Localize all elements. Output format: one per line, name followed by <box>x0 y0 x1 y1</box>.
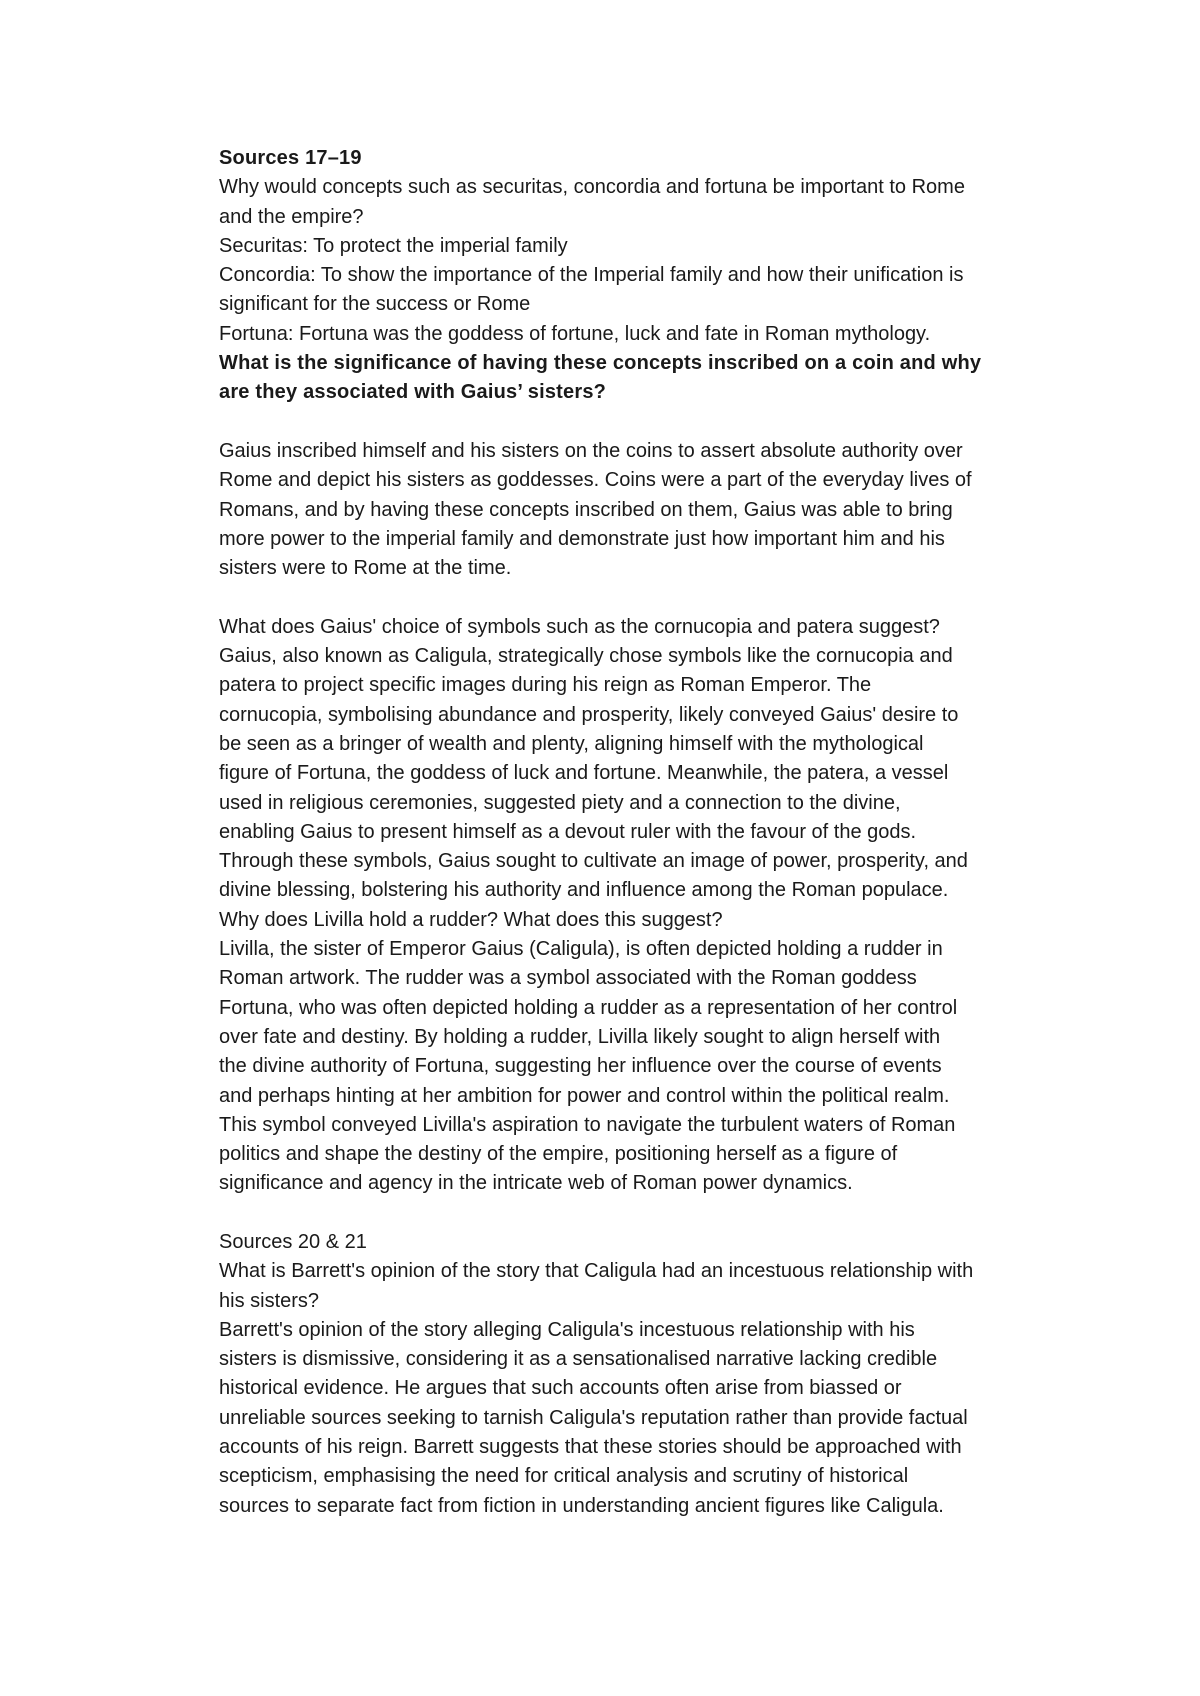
paragraph-line: divine blessing, bolstering his authority and influence among the Roman populace. <box>219 879 949 902</box>
paragraph-line: Rome and depict his sisters as goddesses. Coins were a part of the everyday lives of <box>219 469 972 492</box>
paragraph-line: sources to separate fact from fiction in understanding ancient figures like Caligula. <box>219 1494 944 1517</box>
question-line: What is Barrett's opinion of the story that Caligula had an incestuous relationship with <box>219 1260 974 1283</box>
paragraph-line: Barrett's opinion of the story alleging Caligula's incestuous relationship with his <box>219 1318 915 1341</box>
paragraph-line: unreliable sources seeking to tarnish Caligula's reputation rather than provide factual <box>219 1406 968 1429</box>
paragraph-line: significance and agency in the intricate web of Roman power dynamics. <box>219 1172 853 1195</box>
paragraph-line: more power to the imperial family and demonstrate just how important him and his <box>219 527 945 550</box>
answer-line-concordia: Concordia: To show the importance of the Imperial family and how their unification is <box>219 264 964 287</box>
paragraph-line: sisters were to Rome at the time. <box>219 557 512 580</box>
paragraph-line: scepticism, emphasising the need for critical analysis and scrutiny of historical <box>219 1465 909 1488</box>
paragraph-line: accounts of his reign. Barrett suggests that these stories should be approached with <box>219 1436 962 1459</box>
answer-line-fortuna: Fortuna: Fortuna was the goddess of fortune, luck and fate in Roman mythology. <box>219 322 931 345</box>
question-line: his sisters? <box>219 1289 320 1312</box>
paragraph-line: figure of Fortuna, the goddess of luck and fortune. Meanwhile, the patera, a vessel <box>219 762 949 785</box>
paragraph-line: patera to project specific images during his reign as Roman Emperor. The <box>219 674 872 697</box>
section-heading-sources-17-19: Sources 17–19 <box>219 147 362 169</box>
question-line: Why does Livilla hold a rudder? What does this suggest? <box>219 908 723 931</box>
paragraph-line: politics and shape the destiny of the empire, positioning herself as a figure of <box>219 1143 898 1166</box>
blank-line <box>219 408 1089 437</box>
paragraph-line: Gaius, also known as Caligula, strategically chose symbols like the cornucopia and <box>219 645 953 668</box>
document-body <box>219 144 1089 1521</box>
paragraph-line: This symbol conveyed Livilla's aspiration to navigate the turbulent waters of Roman <box>219 1113 956 1136</box>
paragraph-line: Romans, and by having these concepts inscribed on them, Gaius was able to bring <box>219 498 953 521</box>
paragraph-line: cornucopia, symbolising abundance and prosperity, likely conveyed Gaius' desire to <box>219 703 959 726</box>
question-line: and the empire? <box>219 205 364 228</box>
paragraph-line: Through these symbols, Gaius sought to cultivate an image of power, prosperity, and <box>219 850 968 873</box>
paragraph-line: used in religious ceremonies, suggested piety and a connection to the divine, <box>219 791 901 814</box>
question-line: Why would concepts such as securitas, concordia and fortuna be important to Rome <box>219 176 965 199</box>
question-line: What does Gaius' choice of symbols such as the cornucopia and patera suggest? <box>219 615 940 638</box>
blank-line <box>219 583 1089 612</box>
paragraph-line: Livilla, the sister of Emperor Gaius (Caligula), is often depicted holding a rudder in <box>219 938 943 961</box>
bold-question-line: What is the significance of having these concepts inscribed on a coin and why <box>219 352 982 375</box>
paragraph-line: Roman artwork. The rudder was a symbol associated with the Roman goddess <box>219 967 917 990</box>
paragraph-line: historical evidence. He argues that such accounts often arise from biassed or <box>219 1377 902 1400</box>
paragraph-line: Fortuna, who was often depicted holding a rudder as a representation of her control <box>219 996 958 1019</box>
paragraph-line: over fate and destiny. By holding a rudder, Livilla likely sought to align herself with <box>219 1025 941 1048</box>
answer-line-securitas: Securitas: To protect the imperial family <box>219 234 568 257</box>
paragraph-line: sisters is dismissive, considering it as a sensationalised narrative lacking credible <box>219 1348 938 1371</box>
section-heading-sources-20-21: Sources 20 & 21 <box>219 1230 367 1253</box>
paragraph-line: and perhaps hinting at her ambition for power and control within the political realm. <box>219 1084 950 1107</box>
answer-line-concordia: significant for the success or Rome <box>219 293 531 316</box>
paragraph-line: the divine authority of Fortuna, suggesting her influence over the course of events <box>219 1055 942 1078</box>
paragraph-line: be seen as a bringer of wealth and plenty, aligning himself with the mythological <box>219 732 924 755</box>
bold-question-line: are they associated with Gaius’ sisters? <box>219 381 607 404</box>
blank-line <box>219 1199 1089 1228</box>
paragraph-line: enabling Gaius to present himself as a devout ruler with the favour of the gods. <box>219 820 917 843</box>
paragraph-line: Gaius inscribed himself and his sisters on the coins to assert absolute authority over <box>219 439 963 462</box>
